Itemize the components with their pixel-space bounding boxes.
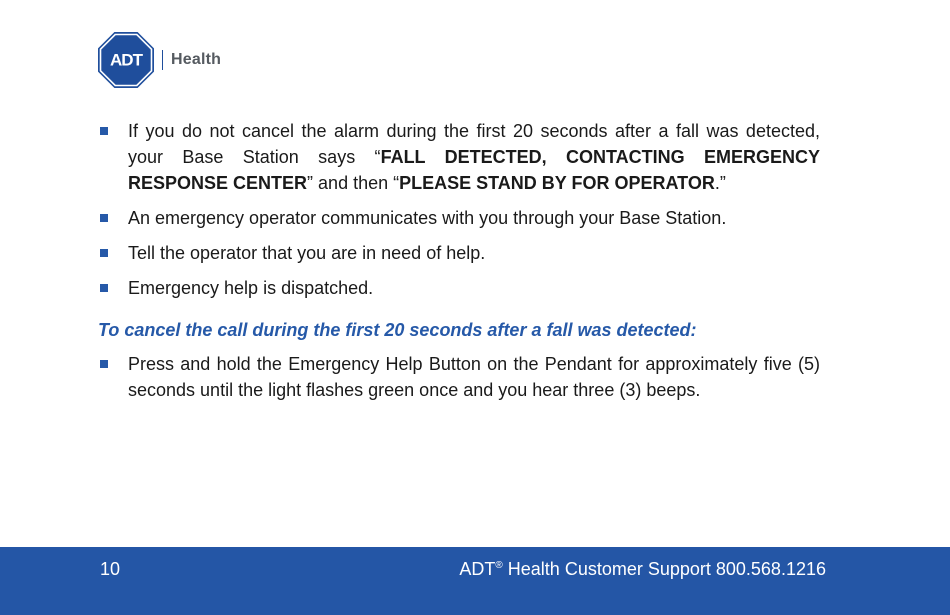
list-item xyxy=(98,351,820,403)
item-text: Tell the operator that you are in need of help. xyxy=(128,243,486,263)
bullet-square-icon xyxy=(100,127,108,135)
list-item xyxy=(98,118,820,196)
emphasized-text: PLEASE STAND BY FOR OPERATOR xyxy=(399,173,715,193)
item-text: .” xyxy=(714,173,726,193)
logo-text: ADT xyxy=(110,50,142,70)
item-text: If you do not cancel the alarm during the first 20 seconds after a fall was detected, your Base Station says “ xyxy=(128,121,820,167)
main-content xyxy=(98,118,820,412)
item-text: ” and then “ xyxy=(307,173,400,193)
adt-logo xyxy=(98,32,154,88)
list-item xyxy=(98,240,820,266)
logo-divider xyxy=(162,50,163,70)
list-item xyxy=(98,205,820,231)
footer-brand: ADT xyxy=(459,559,496,579)
registered-mark: ® xyxy=(495,560,503,571)
bullet-square-icon xyxy=(100,284,108,292)
item-text: Press and hold the Emergency Help Button on the Pendant for approximately five (5) seconds until the light flashes green once and you hear three (3) beeps. xyxy=(128,354,820,400)
support-line xyxy=(459,559,826,580)
brand-word: Health xyxy=(171,51,222,68)
item-text: Emergency help is dispatched. xyxy=(128,278,374,298)
main-bullet-list xyxy=(98,118,820,301)
bullet-square-icon xyxy=(100,249,108,257)
bullet-square-icon xyxy=(100,214,108,222)
bullet-square-icon xyxy=(100,360,108,368)
emphasized-text: FALL DETECTED, CONTACTING EMERGENCY RESPONSE CENTER xyxy=(128,147,821,193)
cancel-bullet-list xyxy=(98,351,820,403)
item-text: An emergency operator communicates with you through your Base Station. xyxy=(128,208,727,228)
header xyxy=(98,32,221,88)
page-number: 10 xyxy=(100,559,121,579)
support-text: Health Customer Support 800.568.1216 xyxy=(502,559,826,579)
list-item xyxy=(98,275,820,301)
section-heading: To cancel the call during the first 20 seconds after a fall was detected: xyxy=(98,320,697,340)
footer-bar xyxy=(0,547,950,615)
